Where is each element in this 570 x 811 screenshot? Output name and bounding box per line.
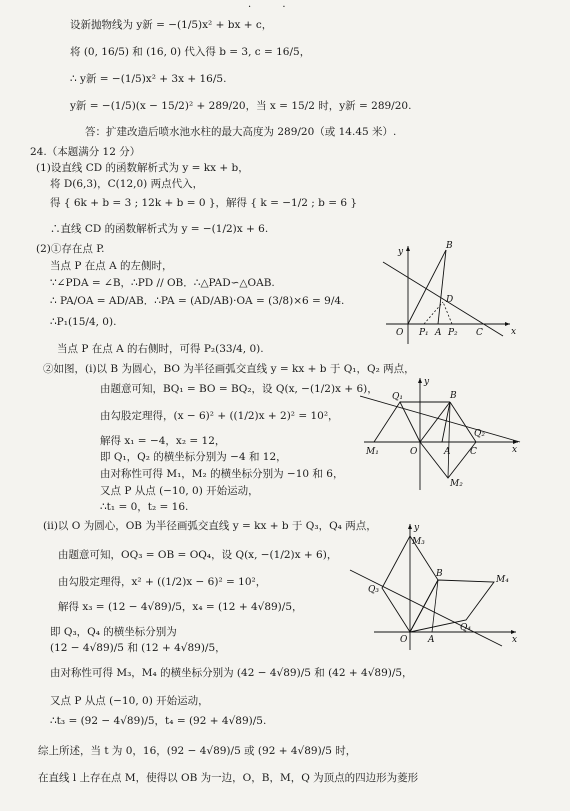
text-line: 在直线 l 上存在点 M，使得以 OB 为一边，O，B，M，Q 为顶点的四边形为菱形 (38, 772, 419, 784)
text-line: 设新抛物线为 y新 = −(1/5)x² + bx + c， (70, 19, 273, 31)
fig2-label-y: y (424, 377, 430, 387)
fig2-label-a: A (444, 447, 451, 457)
fig1-label-b: B (446, 241, 453, 251)
text-line: ∴直线 CD 的函数解析式为 y = −(1/2)x + 6. (50, 223, 269, 235)
fig2-label-b: B (450, 391, 457, 401)
fig1-label-x: x (511, 327, 517, 337)
header-dots: · · (248, 2, 300, 13)
text-line: 解得 x₃ = (12 − 4√89)/5，x₄ = (12 + 4√89)/5， (58, 601, 303, 613)
fig3-label-a: A (428, 635, 435, 645)
fig3-label-q4: Q₄ (460, 623, 471, 633)
fig2-label-m1: M₁ (366, 447, 379, 457)
figure-1-diagram (378, 240, 518, 350)
text-line: y新 = −(1/5)(x − 15/2)² + 289/20，当 x = 15/2 时，y新 = 289/20. (70, 100, 412, 112)
text-line: 即 Q₃，Q₄ 的横坐标分别为 (50, 626, 177, 638)
fig1-label-y: y (398, 247, 404, 257)
text-line: 将 (0, 16/5) 和 (16, 0) 代入得 b = 3, c = 16/5， (70, 46, 311, 58)
fig2-label-x: x (512, 445, 518, 455)
text-line: 得 { 6k + b = 3 ; 12k + b = 0 }，解得 { k = −1/2 ; b = 6 } (50, 197, 358, 209)
text-line: (2)①存在点 P. (36, 243, 105, 255)
text-line: ∴P₁(15/4, 0). (50, 316, 117, 328)
figure-2-diagram (360, 374, 525, 494)
text-line: 综上所述，当 t 为 0，16，(92 − 4√89)/5 或 (92 + 4√89)/5 时， (38, 745, 357, 757)
text-line: 24.（本题满分 12 分） (30, 146, 141, 158)
text-line: ∴ y新 = −(1/5)x² + 3x + 16/5. (70, 73, 227, 85)
fig3-label-y: y (414, 523, 420, 533)
text-line: (ii)以 O 为圆心，OB 为半径画弧交直线 y = kx + b 于 Q₃，Q₄ 两点， (43, 520, 377, 532)
text-line: 由题意可知，BQ₁ = BO = BQ₂，设 Q(x, −(1/2)x + 6)， (100, 383, 378, 395)
text-line: 由勾股定理得，x² + ((1/2)x − 6)² = 10²， (58, 576, 267, 588)
text-line: ∴t₁ = 0，t₂ = 16. (100, 501, 189, 513)
text-line: 当点 P 在点 A 的右侧时，可得 P₂(33/4, 0). (57, 343, 264, 355)
fig3-label-m4: M₄ (496, 575, 509, 585)
text-line: ∴ PA/OA = AD/AB．∴PA = (AD/AB)·OA = (3/8)×6 = 9/4. (50, 295, 345, 307)
text-line: 当点 P 在点 A 的左侧时， (50, 260, 173, 272)
text-line: 将 D(6,3)，C(12,0) 两点代入， (50, 178, 204, 190)
text-line: 又点 P 从点 (−10, 0) 开始运动， (50, 695, 209, 707)
fig1-label-a: A (435, 328, 442, 338)
text-line: ∴t₃ = (92 − 4√89)/5，t₄ = (92 + 4√89)/5. (50, 715, 267, 727)
text-line: 由题意可知，OQ₃ = OB = OQ₄，设 Q(x, −(1/2)x + 6)， (58, 549, 338, 561)
fig3-label-m3: M₃ (412, 537, 425, 547)
fig1-label-o: O (396, 328, 404, 338)
text-line: 由勾股定理得，(x − 6)² + ((1/2)x + 2)² = 10²， (100, 410, 339, 422)
fig2-label-o: O (410, 447, 418, 457)
fig3-label-o: O (400, 635, 408, 645)
text-line: 由对称性可得 M₃，M₄ 的横坐标分别为 (42 − 4√89)/5 和 (42 + 4√89)/5， (50, 667, 413, 679)
fig1-label-p1: P₁ (419, 328, 429, 338)
fig2-label-q2: Q₂ (474, 429, 485, 439)
fig2-label-c: C (470, 447, 477, 457)
text-line: 解得 x₁ = −4，x₂ = 12， (100, 435, 226, 447)
text-line: 由对称性可得 M₁，M₂ 的横坐标分别为 −10 和 6， (100, 468, 344, 480)
fig2-label-m2: M₂ (450, 479, 463, 489)
fig1-label-p2: P₂ (448, 328, 458, 338)
fig3-label-x: x (512, 635, 518, 645)
fig3-label-b: B (436, 569, 443, 579)
text-line: ∵∠PDA = ∠B，∴PD // OB．∴△PAD∽△OAB. (50, 277, 275, 289)
text-line: ②如图，(i)以 B 为圆心，BO 为半径画弧交直线 y = kx + b 于 Q₁，Q₂ 两点， (43, 363, 415, 375)
fig3-label-q3: Q₃ (368, 585, 379, 595)
text-line: 即 Q₁，Q₂ 的横坐标分别为 −4 和 12， (100, 451, 287, 463)
text-line: 又点 P 从点 (−10, 0) 开始运动， (100, 485, 259, 497)
fig2-label-q1: Q₁ (392, 392, 403, 402)
fig1-label-d: D (446, 295, 454, 305)
text-line: (1)设直线 CD 的函数解析式为 y = kx + b， (36, 162, 249, 174)
fig1-label-c: C (476, 328, 483, 338)
figure-3-diagram (340, 522, 520, 652)
text-line: (12 − 4√89)/5 和 (12 + 4√89)/5， (50, 642, 226, 654)
text-line: 答：扩建改造后喷水池水柱的最大高度为 289/20（或 14.45 米）. (85, 126, 397, 138)
